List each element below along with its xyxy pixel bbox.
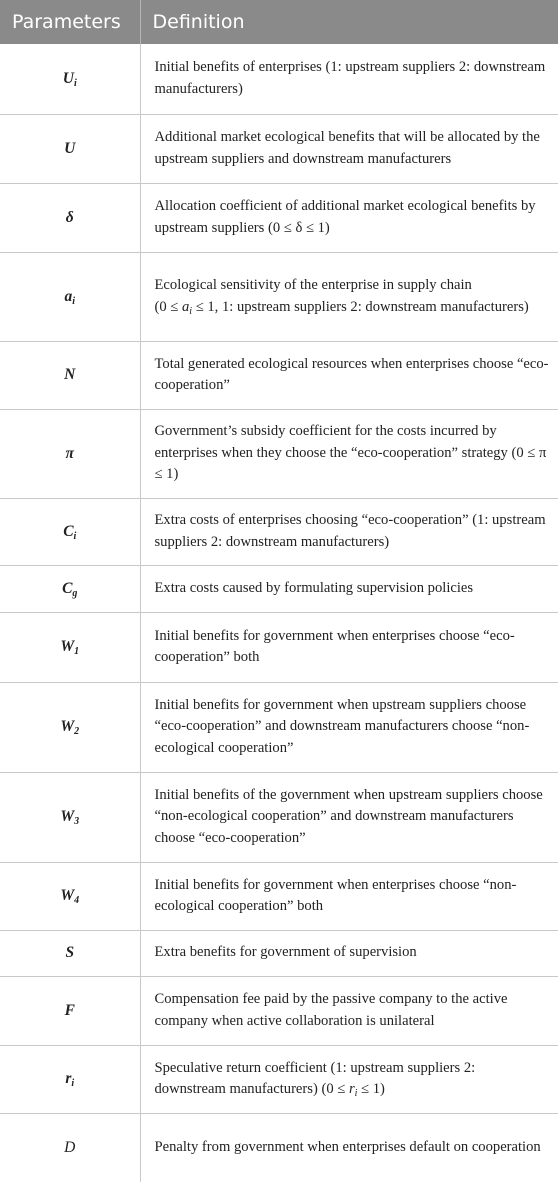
- parameter-symbol: δ: [0, 183, 140, 252]
- parameter-symbol: $U_i$: [0, 44, 140, 114]
- table-row: [0, 1113, 558, 1182]
- parameter-symbol: F: [0, 976, 140, 1045]
- parameter-symbol: $C_i$: [0, 498, 140, 565]
- parameter-symbol: $W_1$: [0, 612, 140, 682]
- parameter-definition: Initial benefits of enterprises (1: upstream suppliers 2: downstream manufacturers): [140, 44, 558, 114]
- table-row: [0, 114, 558, 183]
- parameter-definition: Speculative return coefficient (1: upstream suppliers 2: downstream manufacturers) $(0 \le r_i \le 1)$: [140, 1045, 558, 1113]
- parameter-symbol: S: [0, 930, 140, 976]
- parameter-symbol: $W_2$: [0, 682, 140, 772]
- table-row: [0, 565, 558, 612]
- parameter-definition: Total generated ecological resources when enterprises choose “eco-cooperation”: [140, 341, 558, 409]
- table-row: [0, 976, 558, 1045]
- table-row: [0, 682, 558, 772]
- parameter-symbol: N: [0, 341, 140, 409]
- table-row: [0, 862, 558, 930]
- table-row: [0, 341, 558, 409]
- table-row: [0, 44, 558, 114]
- table-row: [0, 252, 558, 341]
- table-row: [0, 930, 558, 976]
- parameter-definition: Allocation coefficient of additional market ecological benefits by upstream suppliers (0 ≤ δ ≤ 1): [140, 183, 558, 252]
- parameter-definition: Initial benefits of the government when upstream suppliers choose “non-ecological cooperation” and downstream manufacturers choose “eco-cooperation”: [140, 772, 558, 862]
- parameter-definition: Government’s subsidy coefficient for the costs incurred by enterprises when they choose the “eco-cooperation” strategy (0 ≤ π ≤ 1): [140, 409, 558, 498]
- parameter-symbol: $r_i$: [0, 1045, 140, 1113]
- parameter-definition: Extra costs caused by formulating supervision policies: [140, 565, 558, 612]
- parameter-symbol: D: [0, 1113, 140, 1182]
- parameter-symbol: $W_3$: [0, 772, 140, 862]
- parameter-definition: Extra benefits for government of supervision: [140, 930, 558, 976]
- header-definition: Definition: [140, 0, 558, 44]
- parameter-definition: Initial benefits for government when enterprises choose “non-ecological cooperation” both: [140, 862, 558, 930]
- table-row: [0, 498, 558, 565]
- parameter-definition: Additional market ecological benefits that will be allocated by the upstream suppliers and downstream manufacturers: [140, 114, 558, 183]
- header-row: [0, 0, 558, 44]
- table-row: [0, 1045, 558, 1113]
- table-row: [0, 409, 558, 498]
- table-row: [0, 183, 558, 252]
- parameter-symbol: U: [0, 114, 140, 183]
- parameter-definition: Ecological sensitivity of the enterprise in supply chain ($0 \le a_i \le 1$, 1: upstream suppliers 2: downstream manufacturers): [140, 252, 558, 341]
- parameter-definition: Initial benefits for government when enterprises choose “eco-cooperation” both: [140, 612, 558, 682]
- parameter-symbol: π: [0, 409, 140, 498]
- parameter-symbol: $W_4$: [0, 862, 140, 930]
- parameter-definition: Extra costs of enterprises choosing “eco-cooperation” (1: upstream suppliers 2: downstream manufacturers): [140, 498, 558, 565]
- parameter-symbol: $a_i$: [0, 252, 140, 341]
- table-row: [0, 772, 558, 862]
- parameter-definition: Initial benefits for government when upstream suppliers choose “eco-cooperation” and downstream manufacturers choose “non-ecological cooperation”: [140, 682, 558, 772]
- table-row: [0, 612, 558, 682]
- parameter-definition: Compensation fee paid by the passive company to the active company when active collaboration is unilateral: [140, 976, 558, 1045]
- parameter-definition: Penalty from government when enterprises default on cooperation: [154, 1139, 541, 1155]
- header-parameters: Parameters: [0, 0, 140, 44]
- parameter-symbol: $C_g$: [0, 565, 140, 612]
